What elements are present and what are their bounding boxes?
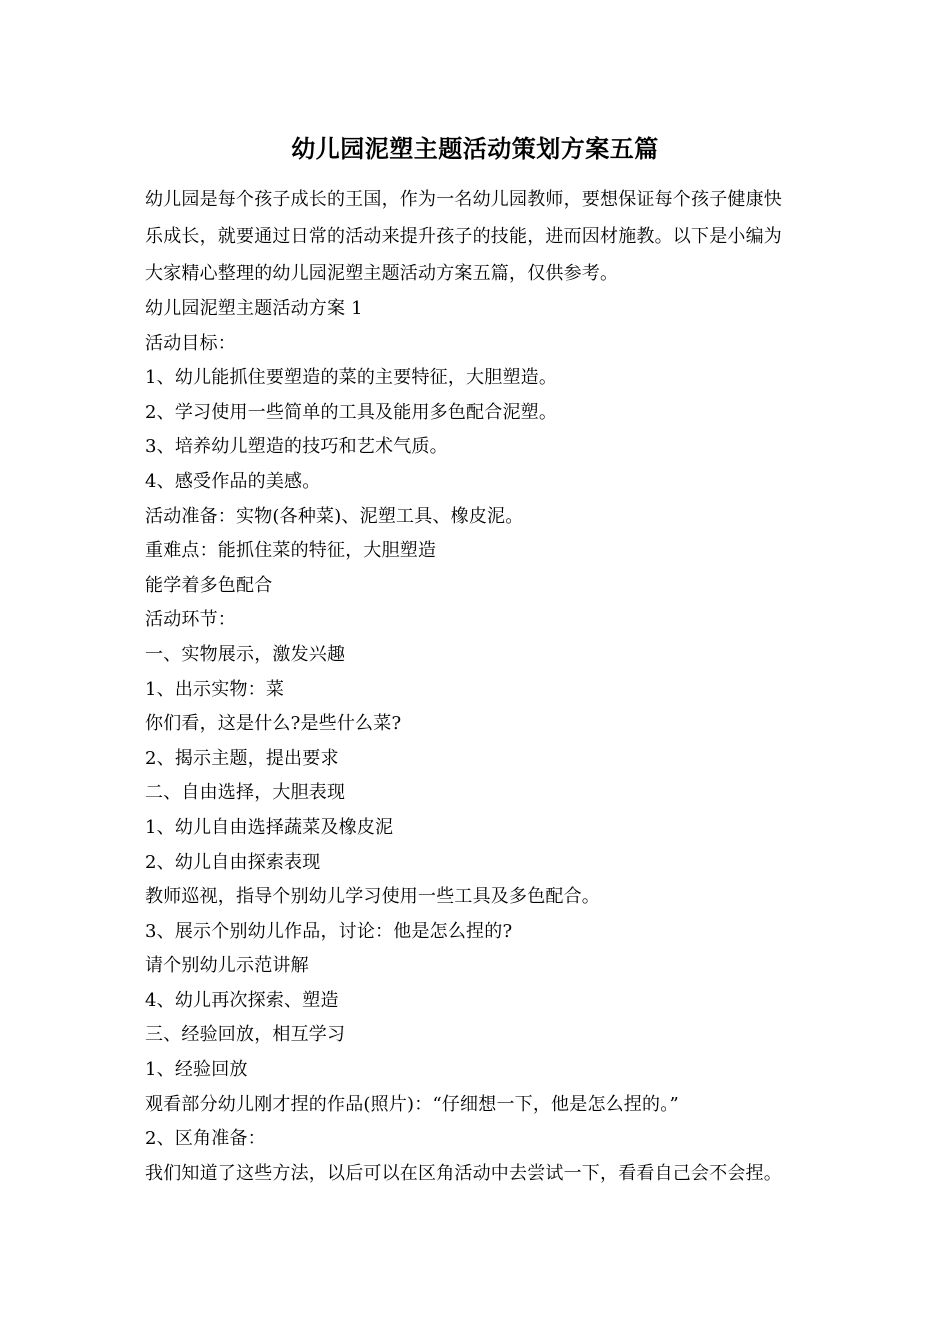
body-line: 活动准备：实物(各种菜)、泥塑工具、橡皮泥。 [145, 505, 524, 527]
body-line: 1、幼儿自由选择蔬菜及橡皮泥 [145, 816, 394, 838]
body-line: 能学着多色配合 [145, 574, 273, 596]
body-line: 一、实物展示，激发兴趣 [145, 643, 346, 665]
body-line: 观看部分幼儿刚才捏的作品(照片)：“仔细想一下，他是怎么捏的。” [145, 1093, 679, 1115]
body-line: 1、出示实物：菜 [145, 678, 285, 700]
body-line: 三、经验回放，相互学习 [145, 1024, 346, 1046]
body-line: 请个别幼儿示范讲解 [145, 955, 309, 977]
document-body [145, 292, 810, 1191]
body-line: 4、感受作品的美感。 [145, 470, 321, 492]
body-line: 重难点：能抓住菜的特征，大胆塑造 [145, 540, 437, 562]
intro-line: 幼儿园是每个孩子成长的王国，作为一名幼儿园教师，要想保证每个孩子健康快 [145, 189, 782, 210]
body-line: 2、区角准备： [145, 1128, 266, 1150]
intro-line: 大家精心整理的幼儿园泥塑主题活动方案五篇，仅供参考。 [145, 263, 619, 284]
body-line: 2、学习使用一些简单的工具及能用多色配合泥塑。 [145, 401, 558, 423]
body-line: 3、培养幼儿塑造的技巧和艺术气质。 [145, 436, 448, 458]
body-line: 活动环节： [145, 609, 236, 631]
body-line: 我们知道了这些方法，以后可以在区角活动中去尝试一下，看看自己会不会捏。 [145, 1162, 782, 1184]
body-line: 1、幼儿能抓住要塑造的菜的主要特征，大胆塑造。 [145, 367, 558, 389]
body-line: 1、经验回放 [145, 1059, 248, 1081]
body-line: 4、幼儿再次探索、塑造 [145, 989, 339, 1011]
section-heading: 幼儿园泥塑主题活动方案 1 [145, 298, 363, 319]
body-line: 2、幼儿自由探索表现 [145, 851, 321, 873]
body-line: 你们看，这是什么?是些什么菜? [145, 713, 402, 735]
intro-paragraph [145, 181, 810, 292]
body-line: 二、自由选择，大胆表现 [145, 782, 346, 804]
document-title: 幼儿园泥塑主题活动策划方案五篇 [291, 134, 659, 163]
intro-line: 乐成长，就要通过日常的活动来提升孩子的技能，进而因材施教。以下是小编为 [145, 226, 782, 247]
body-line: 2、揭示主题，提出要求 [145, 747, 339, 769]
body-line: 教师巡视，指导个别幼儿学习使用一些工具及多色配合。 [145, 886, 600, 908]
body-line: 活动目标： [145, 332, 236, 354]
body-line: 3、展示个别幼儿作品，讨论：他是怎么捏的? [145, 920, 513, 942]
